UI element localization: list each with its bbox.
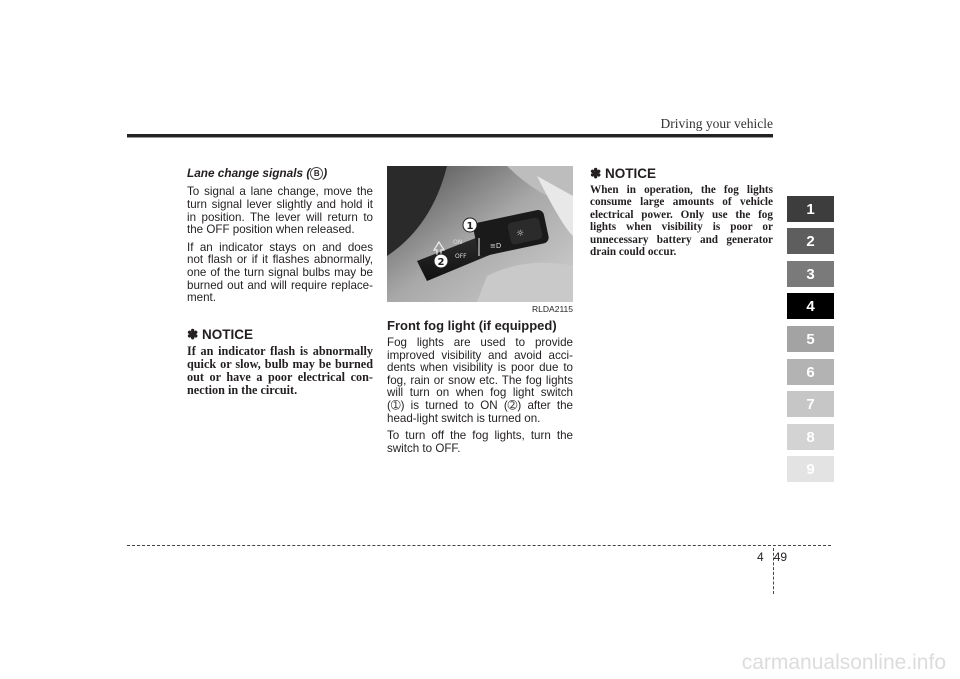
fog-light-paragraph-1: Fog lights are used to provide improved visibility and avoid acci-dents when visibility is poor due to fog, rain or snow etc. The fog lights will turn on when fog light switch (➀) is turned to ON (➁) after the head-light switch is turned on.	[387, 336, 573, 425]
notice-heading-1: ✽ NOTICE	[187, 326, 254, 342]
chapter-tab-3[interactable]: 3	[787, 261, 834, 287]
fog-light-switch-photo	[387, 166, 573, 302]
notice-body-1: If an indicator flash is abnormally quick or slow, bulb may be burned out or have a poor electrical con-nection in the circuit.	[187, 343, 373, 398]
page-number-value: 49	[773, 550, 788, 564]
svg-text:OFF: OFF	[455, 253, 467, 260]
column-1	[187, 166, 373, 398]
watermark: carmanualsonline.info	[741, 651, 946, 674]
notice-body-2: When in operation, the fog lights consume large amounts of vehicle electrical power. Only use the fog lights when visibility is poor or unnecessary battery and generator drain could occur.	[590, 184, 773, 259]
fog-light-heading: Front fog light (if equipped)	[387, 318, 557, 333]
fog-light-switch-illustration	[387, 166, 573, 302]
chapter-tab-5[interactable]: 5	[787, 326, 834, 352]
svg-text:☼: ☼	[516, 229, 525, 239]
lane-change-heading: Lane change signals ( B )	[187, 166, 328, 180]
photo-callout-2: 2	[437, 257, 445, 268]
chapter-tab-4[interactable]: 4	[787, 293, 834, 319]
chapter-number: 4	[757, 550, 764, 564]
lane-change-paragraph-2: If an indicator stays on and does not flash or if it flashes abnormally, one of the turn signal bulbs may be burned out and will require replace-ment.	[187, 240, 373, 305]
page-number	[757, 550, 787, 564]
chapter-tab-9[interactable]: 9	[787, 456, 834, 482]
column-3	[590, 166, 773, 258]
marker-b-icon: B	[310, 167, 323, 180]
running-header-title: Driving your vehicle	[660, 116, 773, 131]
svg-text:≡D: ≡D	[490, 242, 502, 250]
chapter-tab-1[interactable]: 1	[787, 196, 834, 222]
chapter-tab-2[interactable]: 2	[787, 228, 834, 254]
chapter-tab-6[interactable]: 6	[787, 359, 834, 385]
footer-rule	[127, 545, 831, 546]
svg-text:ON: ON	[453, 239, 463, 246]
photo-callout-1: 1	[466, 221, 474, 232]
image-caption: RLDA2115	[532, 304, 573, 314]
notice-heading-2: ✽ NOTICE	[590, 166, 657, 181]
chapter-tab-8[interactable]: 8	[787, 424, 834, 450]
lane-change-paragraph-1: To signal a lane change, move the turn signal lever slightly and hold it in position. The lever will return to the OFF position when released.	[187, 185, 373, 237]
header-rule-gray	[127, 137, 773, 138]
chapter-tab-7[interactable]: 7	[787, 391, 834, 417]
fog-light-paragraph-2: To turn off the fog lights, turn the switch to OFF.	[387, 429, 573, 455]
column-2	[387, 318, 573, 455]
